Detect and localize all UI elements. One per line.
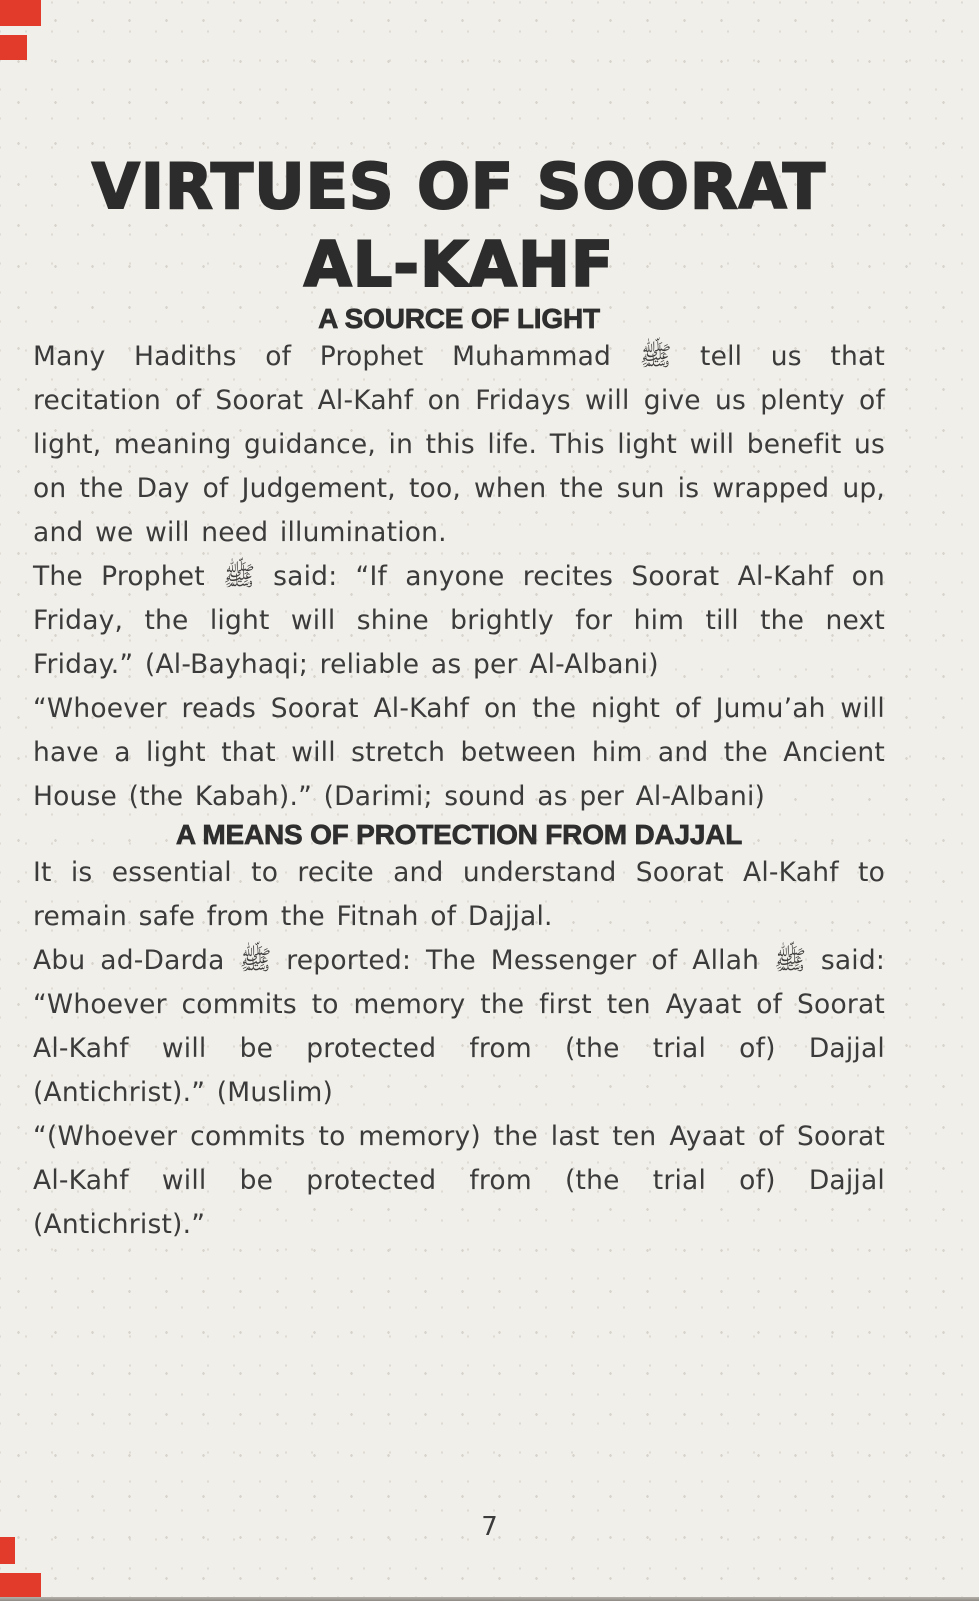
body-paragraph: “(Whoever commits to memory) the last ten Ayaat of Soorat Al-Kahf will be protected from (the trial of) Dajjal (Antichrist).” [33,1121,885,1240]
body-paragraph: The Prophet ﷺ said: “If anyone recites Soorat Al-Kahf on Friday, the light will shine brightly for him till the next Friday.” (Al-Bayhaqi; reliable as per Al-Albani) [33,561,885,680]
page-content [33,0,885,1247]
page-title-line-2: AL-KAHF [303,227,615,301]
body-paragraph: Abu ad-Darda ﷺ reported: The Messenger of Allah ﷺ said: “Whoever commits to memory the first ten Ayaat of Soorat Al-Kahf will be protected from (the trial of) Dajjal (Antichrist).” (Muslim) [33,945,885,1108]
body-paragraph: It is essential to recite and understand Soorat Al-Kahf to remain safe from the Fitnah of Dajjal. [33,857,885,932]
section-heading-protection-from-dajjal: A MEANS OF PROTECTION FROM DAJJAL [175,819,743,850]
page-number: 7 [481,1512,498,1542]
page-title [33,148,885,303]
body-paragraph: “Whoever reads Soorat Al-Kahf on the night of Jumu’ah will have a light that will stretch between him and the Ancient House (the Kabah).” (Darimi; sound as per Al-Albani) [33,693,885,812]
red-corner-mark-top-2 [0,35,27,60]
section-heading-source-of-light: A SOURCE OF LIGHT [318,303,600,334]
page-bottom-edge [0,1597,979,1601]
page-title-line-1: VIRTUES OF SOORAT [91,150,827,223]
body-paragraph: Many Hadiths of Prophet Muhammad ﷺ tell us that recitation of Soorat Al-Kahf on Fridays will give us plenty of light, meaning guidance, in this life. This light will benefit us on the Day of Judgement, too, when the sun is wrapped up, and we will need illumination. [33,341,885,548]
